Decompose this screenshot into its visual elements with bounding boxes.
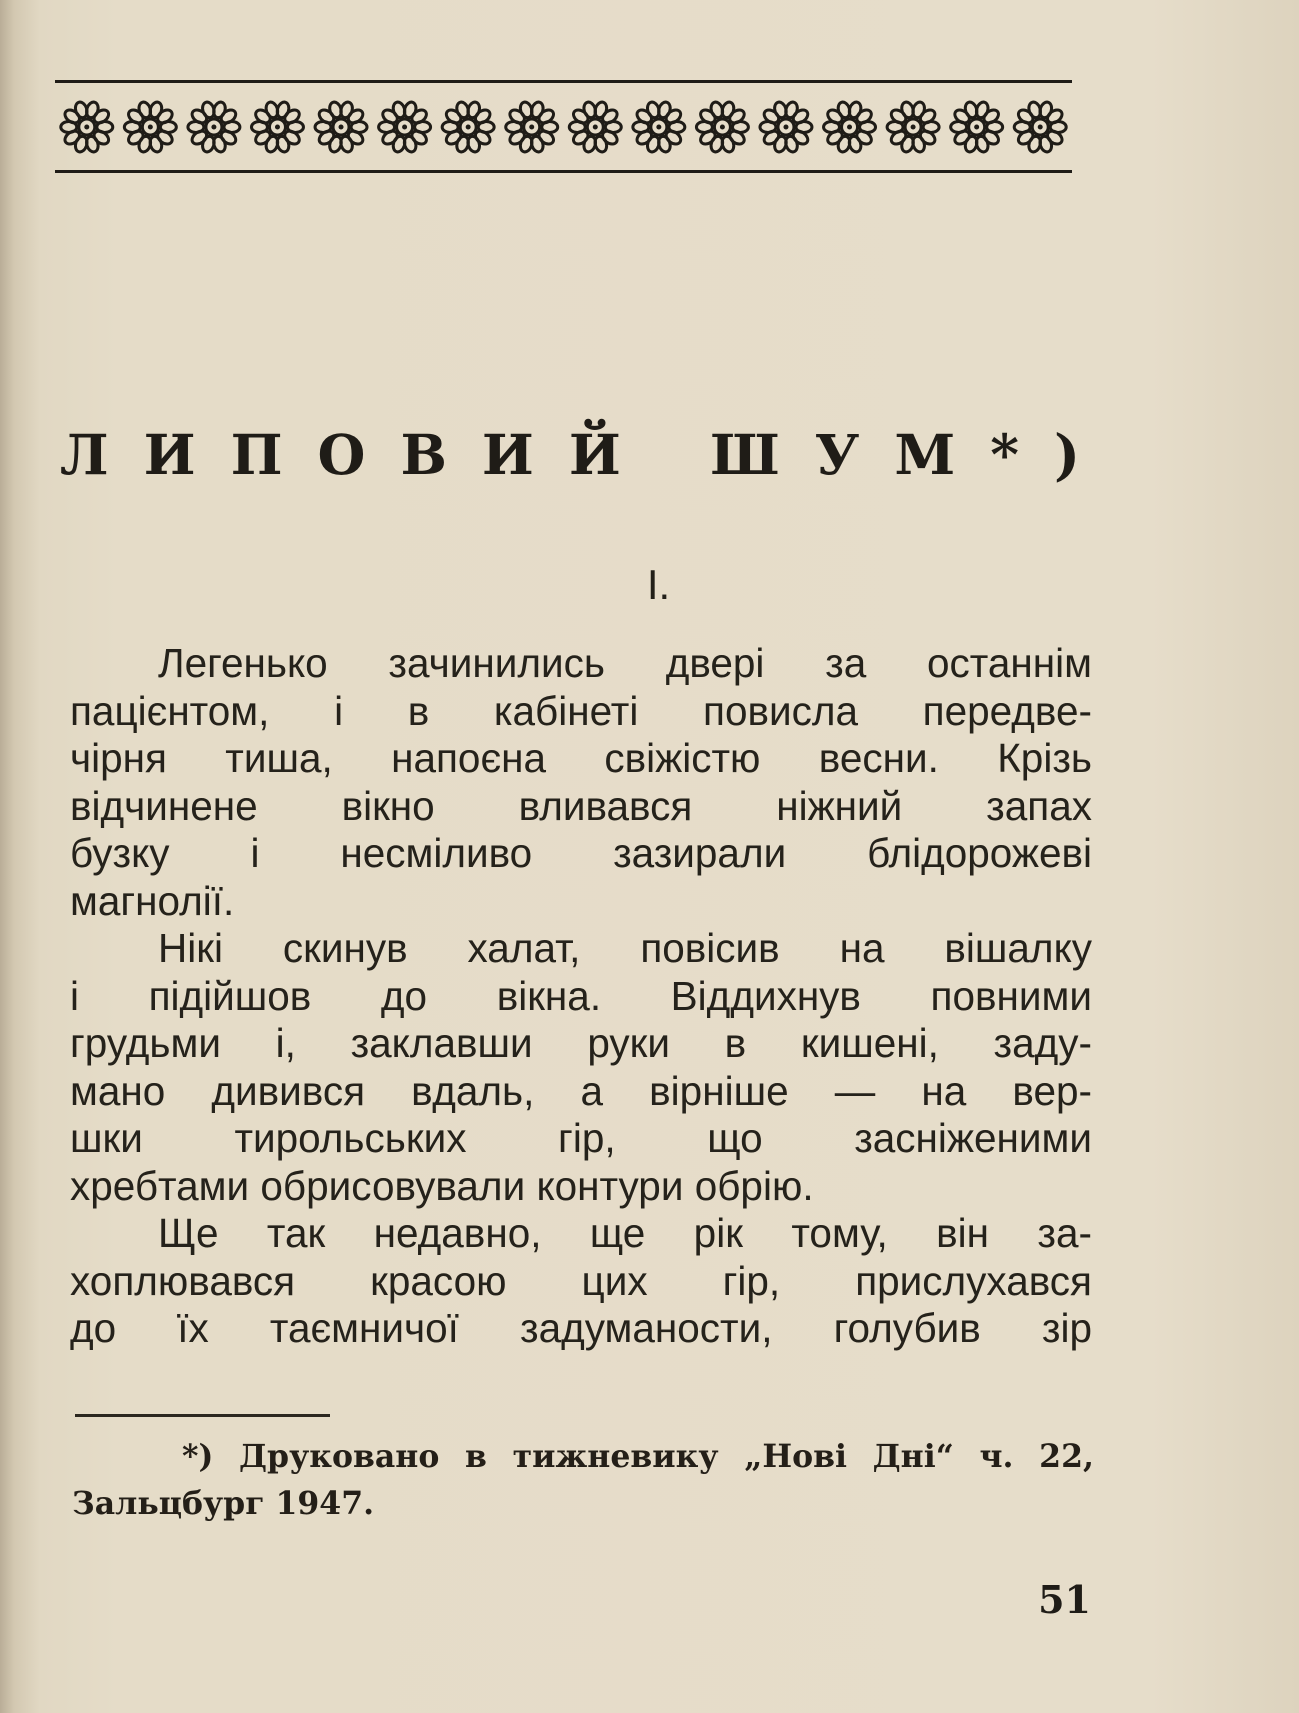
rosette-icon — [442, 101, 494, 154]
text-line: шки тирольських гір, що засніженими — [70, 1115, 1092, 1161]
text-line: мано дивився вдаль, а вірніше — на вер- — [70, 1067, 1092, 1114]
rosette-icon — [887, 101, 939, 154]
rosette-icon — [506, 101, 558, 154]
rosette-ornament-band — [55, 92, 1072, 162]
rosette-icon — [1014, 101, 1066, 154]
rosette-icon — [61, 101, 113, 154]
text-line: відчинене вікно вливався ніжний запах — [70, 782, 1092, 829]
footnote-rule — [75, 1414, 330, 1417]
rosette-icon — [188, 101, 240, 154]
section-number: I. — [646, 561, 671, 608]
text-line: чірня тиша, напоєна свіжістю весни. Крізь — [70, 735, 1092, 781]
footnote-line: *) Друковано в тижневику „Нові Дні“ ч. 22, — [182, 1438, 1094, 1475]
body-text — [70, 640, 1092, 1353]
rosette-icon — [315, 101, 367, 154]
rosette-icon — [251, 101, 303, 154]
rosette-icon — [824, 101, 876, 154]
text-line: бузку і несміливо зазирали блідорожеві — [70, 830, 1092, 876]
footnote — [72, 1433, 1094, 1527]
text-line: магнолії. — [70, 877, 235, 924]
text-line: до їх таємничої задуманости, голубив зір — [70, 1305, 1092, 1351]
header-rule-top — [55, 80, 1072, 83]
text-line: грудьми і, заклавши руки в кишені, заду- — [70, 1020, 1092, 1066]
rosette-icon — [569, 101, 621, 154]
rosette-icon — [696, 101, 748, 154]
text-line: Ще так недавно, ще рік тому, він за- — [158, 1210, 1092, 1256]
header-rule-bottom — [55, 170, 1072, 173]
text-line: хоплювався красою цих гір, прислухався — [70, 1257, 1092, 1304]
rosette-icon — [760, 101, 812, 154]
text-line: Легенько зачинились двері за останнім — [158, 640, 1092, 686]
rosette-icon — [379, 101, 431, 154]
rosette-icon — [951, 101, 1003, 154]
footnote-line: Зальцбург 1947. — [72, 1485, 375, 1522]
rosette-icon — [124, 101, 176, 154]
rosette-icon — [633, 101, 685, 154]
text-line: хребтами обрисовували контури обрію. — [70, 1162, 814, 1209]
chapter-title: ЛИПОВИЙ ШУМ*) — [60, 422, 1116, 487]
text-line: Нікі скинув халат, повісив на вішалку — [158, 925, 1092, 971]
page-number: 51 — [1038, 1577, 1091, 1622]
text-line: пацієнтом, і в кабінеті повисла передве- — [70, 687, 1092, 734]
text-line: і підійшов до вікна. Віддихнув повними — [70, 972, 1092, 1019]
